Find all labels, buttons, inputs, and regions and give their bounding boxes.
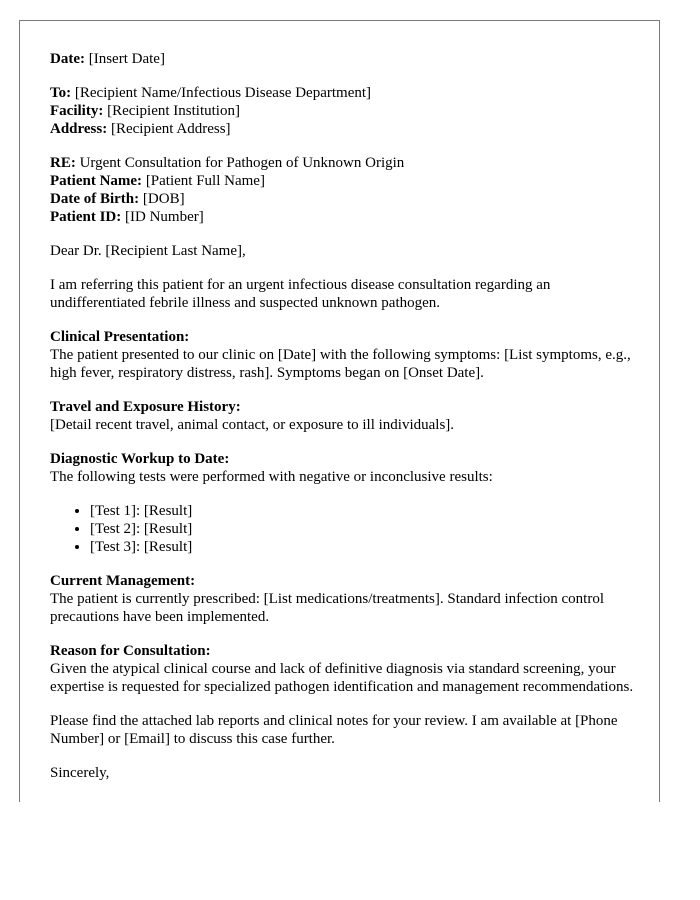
recipient-block (50, 50, 635, 68)
patient-id-value: [ID Number] (125, 209, 204, 225)
diagnostic-heading: Diagnostic Workup to Date: (50, 451, 230, 467)
date-line (50, 50, 635, 68)
re-line (50, 154, 635, 172)
diagnostic-text: The following tests were performed with negative or inconclusive results: (50, 469, 493, 485)
to-line (50, 84, 635, 102)
letter-content (50, 50, 635, 798)
to-value: [Recipient Name/Infectious Disease Department] (74, 85, 372, 101)
signoff: Sincerely, (50, 765, 110, 781)
case-block (50, 154, 635, 226)
list-item: • [Test 3]: [Result] (90, 538, 635, 556)
to-label: To: (50, 85, 72, 101)
travel-heading: Travel and Exposure History: (50, 399, 241, 415)
date-label: Date: (50, 51, 85, 67)
reason-text: Given the atypical clinical course and lack of definitive diagnosis via standard screening, your expertise is requested for specialized pathogen identification and management recommendations. (50, 661, 634, 695)
travel-section (50, 398, 635, 434)
facility-value: [Recipient Institution] (107, 103, 240, 119)
list-item: • [Test 2]: [Result] (90, 520, 635, 538)
patient-name-line (50, 172, 635, 190)
re-value: Urgent Consultation for Pathogen of Unknown Origin (79, 155, 405, 171)
patient-id-label: Patient ID: (50, 209, 122, 225)
clinical-text: The patient presented to our clinic on [Date] with the following symptoms: [List symptoms, e.g., high fever, respiratory distress, rash]. Symptoms began on [Onset Date]. (50, 347, 631, 381)
facility-label: Facility: (50, 103, 104, 119)
address-line (50, 120, 635, 138)
re-label: RE: (50, 155, 76, 171)
clinical-heading: Clinical Presentation: (50, 329, 190, 345)
facility-line (50, 102, 635, 120)
patient-id-line (50, 208, 635, 226)
intro-paragraph: I am referring this patient for an urgent infectious disease consultation regarding an undifferentiated febrile illness and suspected unknown pathogen. (50, 277, 551, 311)
closing-paragraph: Please find the attached lab reports and clinical notes for your review. I am available at [Phone Number] or [Email] to discuss this case further. (50, 713, 618, 747)
test-list (50, 502, 635, 556)
letter-page (19, 20, 660, 802)
list-item: • [Test 1]: [Result] (90, 502, 635, 520)
dob-value: [DOB] (142, 191, 185, 207)
address-value: [Recipient Address] (110, 121, 231, 137)
management-text: The patient is currently prescribed: [List medications/treatments]. Standard infection control precautions have been implemented. (50, 591, 604, 625)
date-value: [Insert Date] (88, 51, 165, 67)
patient-name-label: Patient Name: (50, 173, 143, 189)
reason-section (50, 642, 635, 696)
travel-text: [Detail recent travel, animal contact, or exposure to ill individuals]. (50, 417, 455, 433)
address-block (50, 84, 635, 138)
management-section (50, 572, 635, 626)
clinical-section (50, 328, 635, 382)
management-heading: Current Management: (50, 573, 196, 589)
address-label: Address: (50, 121, 108, 137)
reason-heading: Reason for Consultation: (50, 643, 211, 659)
diagnostic-section (50, 450, 635, 486)
dob-label: Date of Birth: (50, 191, 140, 207)
dob-line (50, 190, 635, 208)
salutation: Dear Dr. [Recipient Last Name], (50, 243, 246, 259)
patient-name-value: [Patient Full Name] (145, 173, 265, 189)
